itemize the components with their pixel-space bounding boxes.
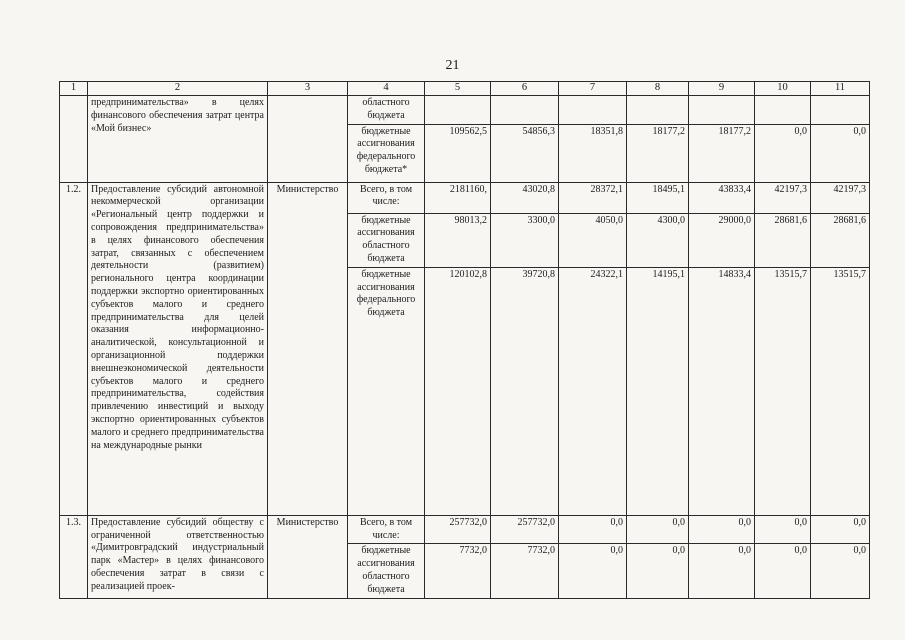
amount-cell: 29000,0 xyxy=(689,213,755,267)
amount-cell: 28681,6 xyxy=(755,213,811,267)
amount-cell: 0,0 xyxy=(627,544,689,598)
amount-cell xyxy=(425,96,491,125)
measure-description: предпринимательства» в целях финансового обеспечения затрат центра «Мой бизнес» xyxy=(88,96,268,183)
column-number-1: 1 xyxy=(60,82,88,96)
amount-cell: 4300,0 xyxy=(627,213,689,267)
column-number-10: 10 xyxy=(755,82,811,96)
amount-cell: 42197,3 xyxy=(755,182,811,213)
amount-cell: 0,0 xyxy=(627,515,689,544)
column-number-6: 6 xyxy=(491,82,559,96)
amount-cell: 14833,4 xyxy=(689,267,755,515)
amount-cell: 0,0 xyxy=(689,544,755,598)
page-number: 21 xyxy=(445,58,460,73)
funding-source: Всего, в том числе: xyxy=(348,515,425,544)
amount-cell: 0,0 xyxy=(559,515,627,544)
amount-cell: 0,0 xyxy=(559,544,627,598)
executor: Министерство xyxy=(268,515,348,598)
executor xyxy=(268,96,348,183)
amount-cell: 18177,2 xyxy=(627,124,689,182)
column-number-2: 2 xyxy=(88,82,268,96)
amount-cell: 28372,1 xyxy=(559,182,627,213)
funding-source: бюджетные ассигнования областного бюджета xyxy=(348,544,425,598)
amount-cell: 2181160, xyxy=(425,182,491,213)
row-number: 1.3. xyxy=(60,515,88,598)
amount-cell: 14195,1 xyxy=(627,267,689,515)
amount-cell xyxy=(689,96,755,125)
amount-cell: 257732,0 xyxy=(425,515,491,544)
amount-cell: 54856,3 xyxy=(491,124,559,182)
amount-cell: 13515,7 xyxy=(755,267,811,515)
column-number-9: 9 xyxy=(689,82,755,96)
amount-cell: 43833,4 xyxy=(689,182,755,213)
amount-cell: 0,0 xyxy=(811,515,870,544)
table-row xyxy=(60,182,870,213)
amount-cell: 7732,0 xyxy=(491,544,559,598)
row-number xyxy=(60,96,88,183)
amount-cell: 257732,0 xyxy=(491,515,559,544)
amount-cell: 18495,1 xyxy=(627,182,689,213)
row-number: 1.2. xyxy=(60,182,88,515)
amount-cell: 18351,8 xyxy=(559,124,627,182)
amount-cell: 43020,8 xyxy=(491,182,559,213)
measure-description: Предоставление субсидий автономной некоммерческой организации «Региональный центр поддержки и сопровождения предпринимательства» в целях финансового обеспечения затрат, связанных с обеспечением деятельности (развитием) регионального центра координации поддержки экспортно ориентированных субъектов малого и среднего предпринимательства для целей оказания информационно-аналитической, консультационной и организационной поддержки внешнеэкономической деятельности субъектов малого и среднего предпринимательства, содействия привлечению инвестиций и выходу экспортно ориентированных субъектов малого и среднего предпринимательства на международные рынки xyxy=(88,182,268,515)
amount-cell xyxy=(811,96,870,125)
column-number-11: 11 xyxy=(811,82,870,96)
column-number-5: 5 xyxy=(425,82,491,96)
amount-cell: 3300,0 xyxy=(491,213,559,267)
amount-cell: 4050,0 xyxy=(559,213,627,267)
column-number-4: 4 xyxy=(348,82,425,96)
amount-cell: 28681,6 xyxy=(811,213,870,267)
executor: Министерство xyxy=(268,182,348,515)
amount-cell: 109562,5 xyxy=(425,124,491,182)
table-row xyxy=(60,515,870,544)
funding-source: Всего, в том числе: xyxy=(348,182,425,213)
amount-cell: 0,0 xyxy=(811,124,870,182)
amount-cell xyxy=(627,96,689,125)
column-number-3: 3 xyxy=(268,82,348,96)
funding-source: бюджетные ассигнования федерального бюджета* xyxy=(348,124,425,182)
amount-cell: 7732,0 xyxy=(425,544,491,598)
funding-source: бюджетные ассигнования федерального бюджета xyxy=(348,267,425,515)
amount-cell: 13515,7 xyxy=(811,267,870,515)
column-number-row xyxy=(60,82,870,96)
amount-cell: 98013,2 xyxy=(425,213,491,267)
amount-cell: 0,0 xyxy=(755,515,811,544)
budget-table xyxy=(59,81,870,599)
amount-cell: 0,0 xyxy=(755,124,811,182)
amount-cell: 0,0 xyxy=(755,544,811,598)
amount-cell: 42197,3 xyxy=(811,182,870,213)
amount-cell: 120102,8 xyxy=(425,267,491,515)
measure-description: Предоставление субсидий обществу с ограниченной ответственностью «Димитровградский индустриальный парк «Мастер» в целях финансового обеспечения затрат в связи с реализацией проек- xyxy=(88,515,268,598)
column-number-7: 7 xyxy=(559,82,627,96)
amount-cell: 18177,2 xyxy=(689,124,755,182)
amount-cell: 39720,8 xyxy=(491,267,559,515)
amount-cell xyxy=(491,96,559,125)
amount-cell: 24322,1 xyxy=(559,267,627,515)
funding-source: бюджетные ассигнования областного бюджета xyxy=(348,213,425,267)
amount-cell: 0,0 xyxy=(689,515,755,544)
column-number-8: 8 xyxy=(627,82,689,96)
amount-cell xyxy=(755,96,811,125)
funding-source: областного бюджета xyxy=(348,96,425,125)
table-row xyxy=(60,96,870,125)
amount-cell xyxy=(559,96,627,125)
amount-cell: 0,0 xyxy=(811,544,870,598)
